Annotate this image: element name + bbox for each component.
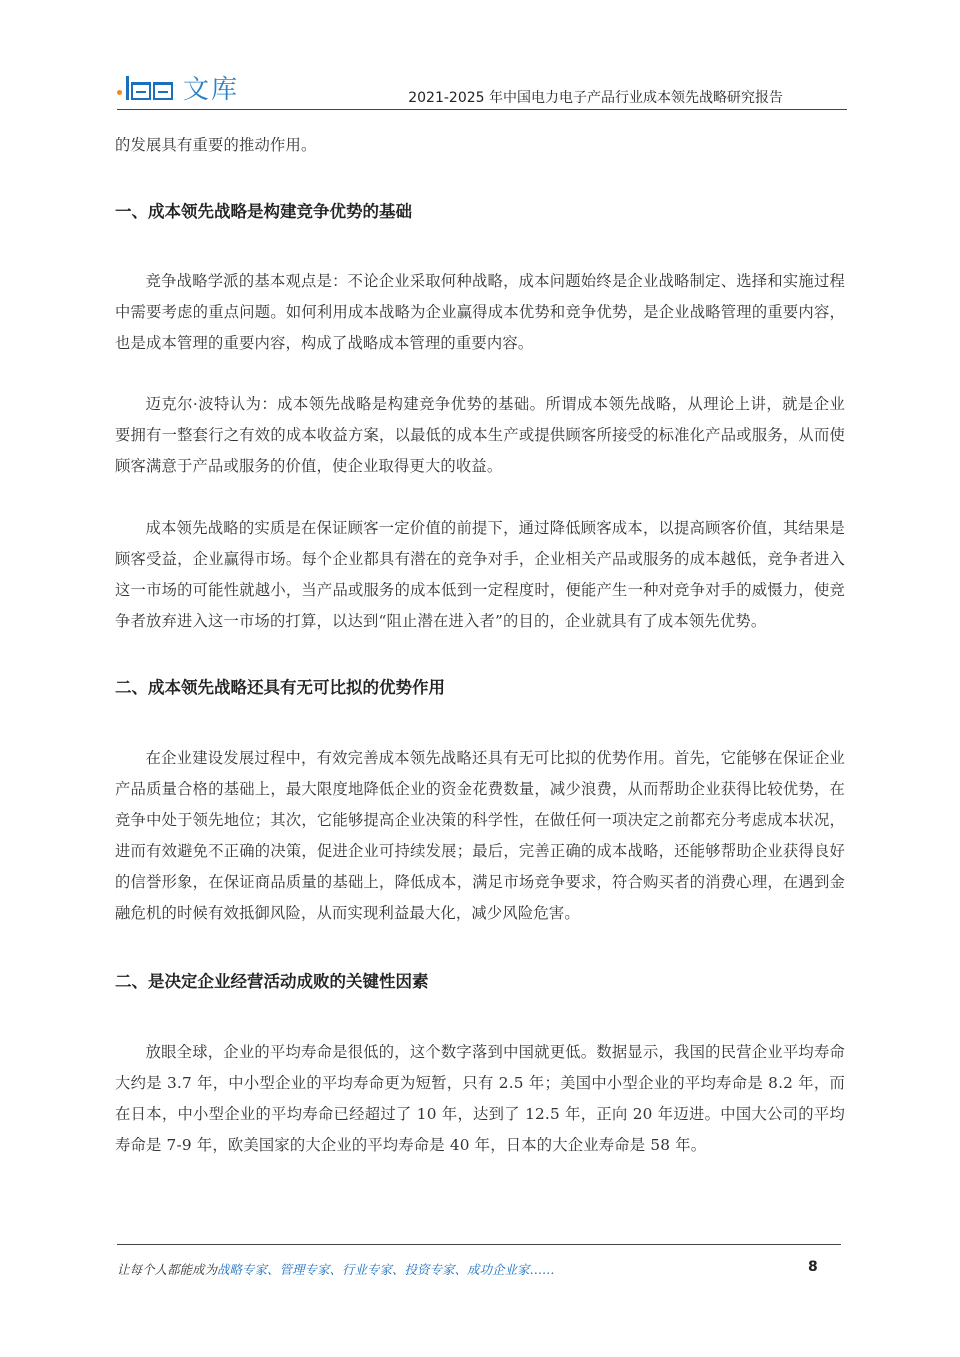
section-heading-2: 二、成本领先战略还具有无可比拟的优势作用: [115, 678, 445, 697]
paragraph: 在企业建设发展过程中，有效完善成本领先战略还具有无可比拟的优势作用。首先，它能够在保证企业产品质量合格的基础上，最大限度地降低企业的资金花费数量，减少浪费，从而帮助企业获得比较优势，在竞争中处于领先地位；其次，它能够提高企业决策的科学性，在做任何一项决定之前都充分考虑成本状况，进而有效避免不正确的决策，促进企业可持续发展；最后，完善正确的成本战略，还能够帮助企业获得良好的信誉形象，在保证商品质量的基础上，降低成本，满足市场竞争要求，符合购买者的消费心理，在遇到金融危机的时候有效抵御风险，从而实现利益最大化，减少风险危害。: [115, 749, 845, 922]
section-heading-1: 一、成本领先战略是构建竞争优势的基础: [115, 202, 412, 221]
logo-text: 文库: [183, 74, 240, 105]
page-number: 8: [808, 1259, 818, 1275]
page-header: [117, 68, 847, 112]
paragraph: 成本领先战略的实质是在保证顾客一定价值的前提下，通过降低顾客成本，以提高顾客价值，其结果是顾客受益，企业赢得市场。每个企业都具有潜在的竞争对手，企业相关产品或服务的成本越低，竞争者进入这一市场的可能性就越小，当产品或服务的成本低到一定程度时，便能产生一种对竞争对手的威慑力，使竞争者放弃进入这一市场的打算，以达到“阻止潜在进入者”的目的，企业就具有了成本领先优势。: [115, 519, 845, 630]
footer-slogan-roles: 战略专家、管理专家、行业专家、投资专家、成功企业家……: [217, 1262, 555, 1277]
report-title: 2021-2025 年中国电力电子产品行业成本领先战略研究报告: [408, 90, 783, 106]
section-heading-3: 二、是决定企业经营活动成败的关键性因素: [115, 972, 429, 991]
footer-slogan: [117, 1260, 555, 1278]
intro-fragment: 的发展具有重要的推动作用。: [115, 136, 317, 154]
header-divider: [117, 109, 847, 110]
wenku-logo[interactable]: [117, 72, 240, 105]
footer-divider: [117, 1244, 841, 1245]
paragraph: 竞争战略学派的基本观点是：不论企业采取何种战略，成本问题始终是企业战略制定、选择和实施过程中需要考虑的重点问题。如何利用成本战略为企业赢得成本优势和竞争优势，是企业战略管理的重要内容，也是成本管理的重要内容，构成了战略成本管理的重要内容。: [115, 272, 845, 352]
logo-dot: [117, 90, 122, 95]
document-body: [115, 130, 845, 1161]
logo-mark-icon: [126, 74, 175, 100]
paragraph: 迈克尔·波特认为：成本领先战略是构建竞争优势的基础。所谓成本领先战略，从理论上讲，就是企业要拥有一整套行之有效的成本收益方案，以最低的成本生产或提供顾客所接受的标准化产品或服务，从而使顾客满意于产品或服务的价值，使企业取得更大的收益。: [115, 395, 845, 475]
footer-slogan-lead: 让每个人都能成为: [117, 1262, 218, 1277]
paragraph: 放眼全球，企业的平均寿命是很低的，这个数字落到中国就更低。数据显示，我国的民营企业平均寿命大约是 3.7 年，中小型企业的平均寿命更为短暂，只有 2.5 年；美国中小型企业的平均寿命是 8.2 年，而在日本，中小型企业的平均寿命已经超过了 10 年，达到了 12.5 年，正向 20 年迈进。中国大公司的平均寿命是 7-9 年，欧美国家的大企业的平均寿命是 40 年，日本的大企业寿命是 58 年。: [115, 1043, 845, 1154]
